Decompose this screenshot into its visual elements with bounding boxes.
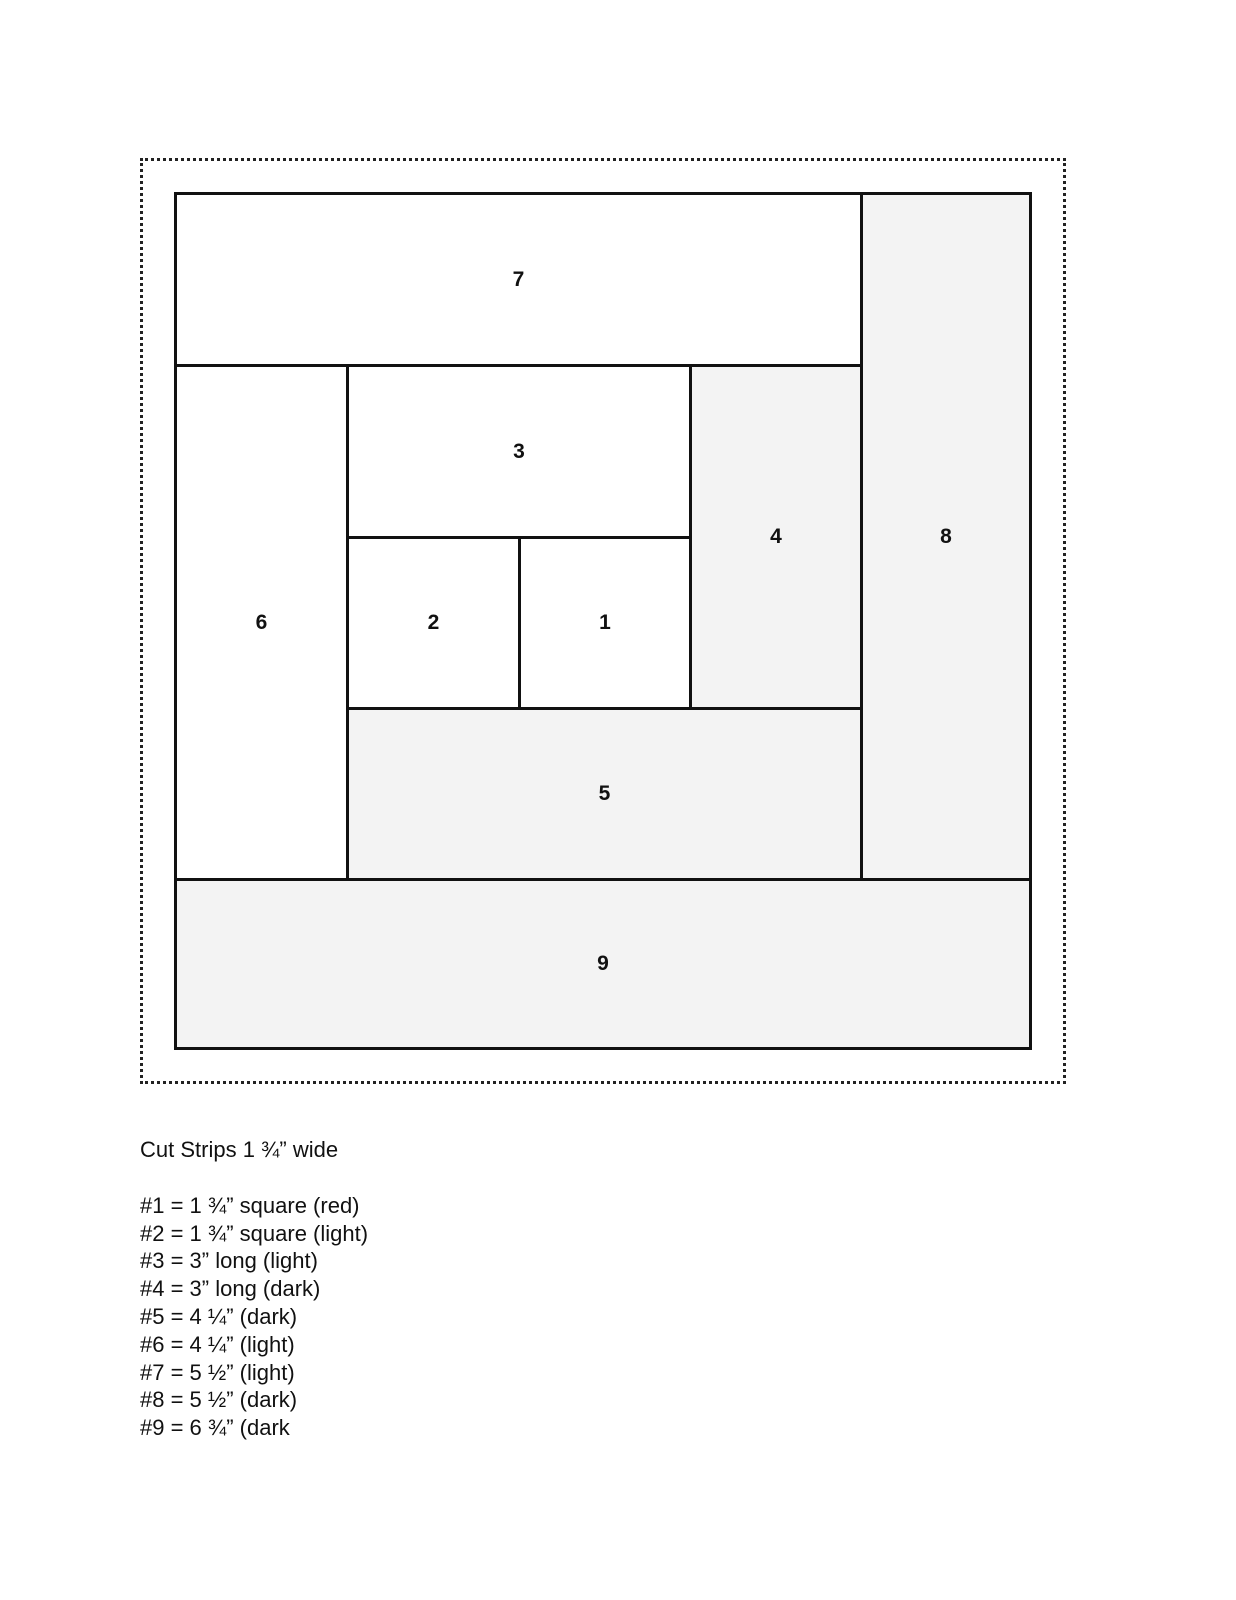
instruction-item-7: #7 = 5 ½” (light): [140, 1359, 295, 1385]
instruction-item-3: #3 = 3” long (light): [140, 1248, 318, 1274]
instruction-item-4: #4 = 3” long (dark): [140, 1276, 321, 1302]
cutting-instructions: [140, 1136, 840, 1442]
piece-6: [174, 364, 349, 881]
piece-2: [346, 536, 521, 710]
instruction-item-6: #6 = 4 ¼” (light): [140, 1331, 295, 1357]
piece-1: [518, 536, 692, 710]
piece-5-label: 5: [598, 782, 611, 805]
piece-3-label: 3: [513, 439, 525, 463]
piece-6-label: 6: [255, 610, 268, 634]
instruction-item-2: #2 = 1 ¾” square (light): [140, 1220, 369, 1246]
piece-7: [174, 192, 863, 367]
piece-1-label: 1: [599, 611, 611, 634]
instructions-heading: Cut Strips 1 ¾” wide: [140, 1137, 339, 1162]
instructions-list: [140, 1192, 840, 1442]
piece-4-label: 4: [770, 525, 782, 548]
instruction-item-1: #1 = 1 ¾” square (red): [140, 1192, 360, 1218]
instruction-item-5: #5 = 4 ¼” (dark): [140, 1303, 298, 1329]
piece-7-label: 7: [512, 267, 525, 291]
instruction-item-9: #9 = 6 ¾” (dark: [140, 1415, 290, 1441]
piece-9-label: 9: [597, 952, 609, 975]
piece-3: [346, 364, 692, 539]
piece-4: [689, 364, 863, 710]
piece-8-label: 8: [940, 524, 952, 548]
piece-2-label: 2: [427, 611, 440, 634]
log-cabin-block: [174, 192, 1032, 1050]
piece-9: [174, 878, 1032, 1050]
piece-5: [346, 707, 863, 881]
instruction-item-8: #8 = 5 ½” (dark): [140, 1387, 298, 1413]
piece-8: [860, 192, 1032, 881]
